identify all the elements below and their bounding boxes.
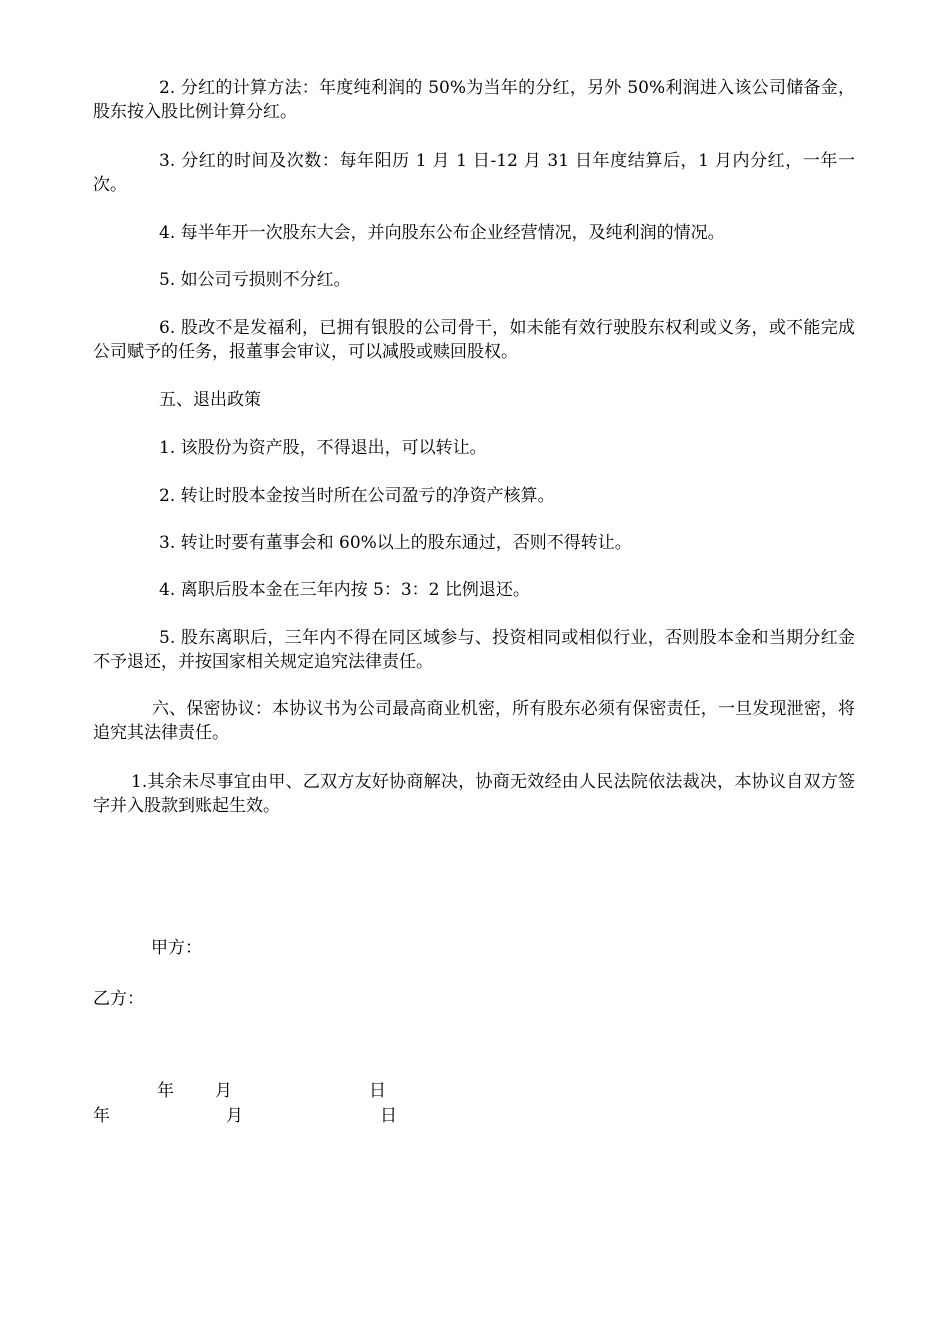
date-b-day: 日 xyxy=(380,1106,397,1126)
dividend-timing-paragraph: 3. 分红的时间及次数：每年阳历 1 月 1 日-12 月 31 日年度结算后，1 月内分红，一年一次。 xyxy=(93,151,855,195)
exit-policy-item-3: 3. 转让时要有董事会和 60%以上的股东通过，否则不得转让。 xyxy=(159,533,632,553)
party-b-label: 乙方： xyxy=(93,989,144,1009)
party-a-label: 甲方： xyxy=(151,938,202,958)
date-a-day: 日 xyxy=(369,1081,386,1101)
confidentiality-paragraph: 六、保密协议：本协议书为公司最高商业机密，所有股东必须有保密责任，一旦发现泄密，将追究其法律责任。 xyxy=(93,699,855,743)
exit-policy-heading: 五、退出政策 xyxy=(159,390,261,410)
date-b-year: 年 xyxy=(93,1106,110,1126)
date-a-month: 月 xyxy=(215,1081,232,1101)
date-b-month: 月 xyxy=(226,1106,243,1126)
exit-policy-item-4: 4. 离职后股本金在三年内按 5：3：2 比例退还。 xyxy=(159,580,530,600)
shareholder-meeting-paragraph: 4. 每半年开一次股东大会，并向股东公布企业经营情况，及纯利润的情况。 xyxy=(159,223,725,243)
date-a-year: 年 xyxy=(157,1081,174,1101)
share-reform-paragraph: 6. 股改不是发福利，已拥有银股的公司骨干，如未能有效行驶股东权利或义务，或不能完成公司赋予的任务，报董事会审议，可以减股或赎回股权。 xyxy=(93,318,855,362)
exit-policy-item-1: 1. 该股份为资产股，不得退出，可以转让。 xyxy=(159,438,487,458)
exit-policy-item-2: 2. 转让时股本金按当时所在公司盈亏的净资产核算。 xyxy=(159,486,555,506)
exit-policy-item-5: 5. 股东离职后，三年内不得在同区域参与、投资相同或相似行业，否则股本金和当期分红金不予退还，并按国家相关规定追究法律责任。 xyxy=(93,628,855,672)
loss-no-dividend-paragraph: 5. 如公司亏损则不分红。 xyxy=(159,270,351,290)
dividend-calculation-paragraph: 2. 分红的计算方法：年度纯利润的 50%为当年的分红，另外 50%利润进入该公司储备金，股东按入股比例计算分红。 xyxy=(93,78,855,122)
final-clause-paragraph: 1.其余未尽事宜由甲、乙双方友好协商解决，协商无效经由人民法院依法裁决，本协议自双方签字并入股款到账起生效。 xyxy=(93,772,855,816)
